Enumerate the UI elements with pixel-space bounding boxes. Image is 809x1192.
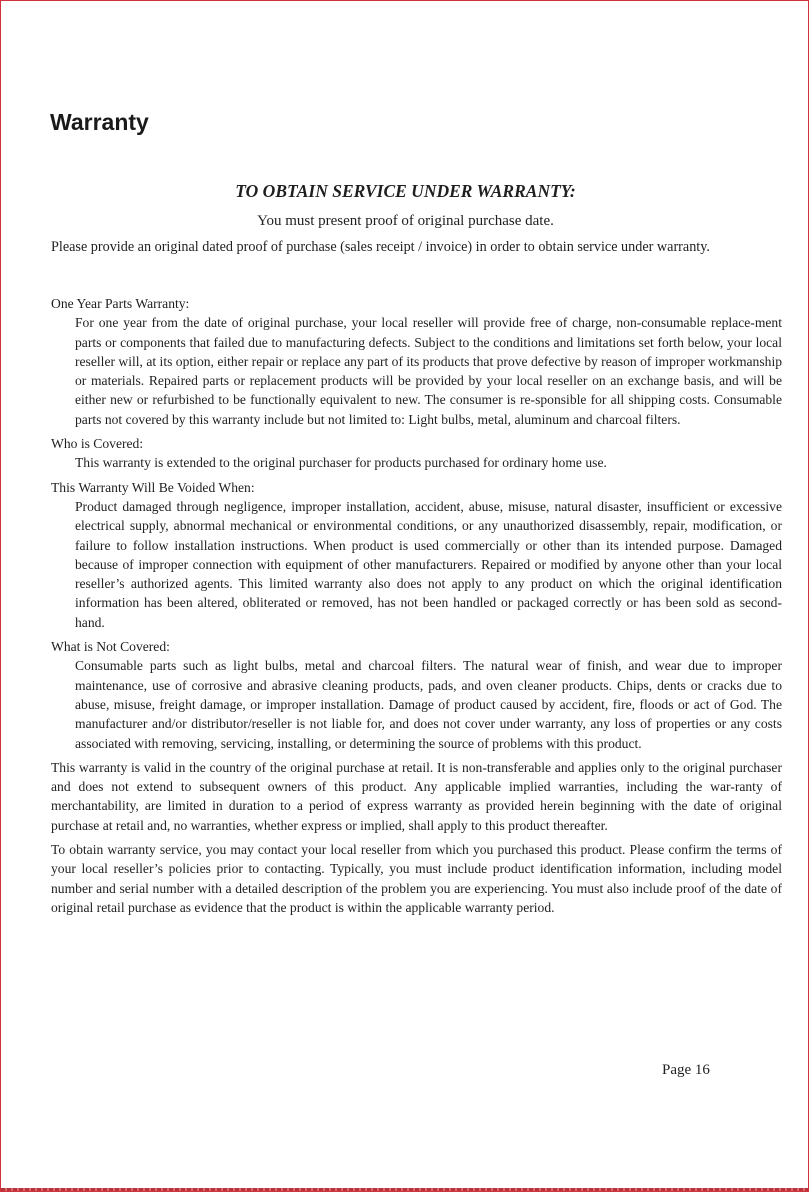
section-who-is-covered [51,434,782,473]
service-instruction: Please provide an original dated proof of purchase (sales receipt / invoice) in order to obtain service under warranty. [51,239,710,255]
section-body: For one year from the date of original purchase, your local reseller will provide free of charge, non-consumable replace-ment parts or components that failed due to manufacturing defects. Subject to the conditions and limitations set forth below, your local reseller will, at its option, either repair or replace any part of its products that prove defective by reason of improper workmanship or materials. Repaired parts or replacement products will be provided by your local reseller on an exchange basis, and will be either new or refurbished to be functionally equivalent to new. The consumer is re-sponsible for all shipping costs. Consumable parts not covered by this warranty include but not limited to: Light bulbs, metal, aluminum and charcoal filters. [75,315,783,427]
section-body: Product damaged through negligence, improper installation, accident, abuse, misuse, natural disaster, insufficient or excessive electrical supply, abnormal mechanical or environmental conditions, or any unauthorized disassembly, repair, modification, or failure to follow installation instructions. When product is used commercially or other than its intended purpose. Damaged because of improper connection with equipment of other manufacturers. Repaired or modified by anyone other than your local reseller’s authorized agents. This limited warranty also does not apply to any product on which the original identification information has been altered, obliterated or removed, has not been handled or packaged correctly or has been sold as second-hand. [75,498,782,630]
section-heading: What is Not Covered: [51,639,170,655]
section-heading: One Year Parts Warranty: [51,296,190,311]
section-body: This warranty is extended to the original purchaser for products purchased for ordinary home use. [75,455,607,471]
warranty-content [51,294,782,922]
service-subheading: You must present proof of original purchase date. [257,213,554,229]
page-number: Page 16 [662,1062,710,1078]
section-body: Consumable parts such as light bulbs, metal and charcoal filters. The natural wear of finish, and wear due to improper maintenance, use of corrosive and abrasive cleaning products, pads, and oven cleaner products. Chips, dents or cracks due to abuse, misuse, freight damage, or improper installation. Damage of product caused by accident, fire, floods or act of God. The manufacturer and/or distributor/reseller is not liable for, and does not cover under warranty, any loss of properties or any costs associated with removing, servicing, installing, or determining the source of problems with this product. [75,658,782,751]
section-one-year-parts [51,294,782,429]
section-heading: Who is Covered: [51,436,144,452]
page-title: Warranty [50,109,149,135]
page-bottom-edge [1,1188,808,1191]
service-paragraph: To obtain warranty service, you may contact your local reseller from which you purchased this product. Please confirm the terms of your local reseller’s policies prior to contacting. Typically, you must include product identification information, including model number and serial number with a detailed description of the problem you are experiencing. You must also include proof of the date of original retail purchase as evidence that the product is within the applicable warranty period. [51,842,782,915]
section-heading: This Warranty Will Be Voided When: [51,479,255,495]
section-not-covered [51,637,782,753]
service-heading: TO OBTAIN SERVICE UNDER WARRANTY: [235,181,576,201]
section-warranty-voided [51,478,782,632]
validity-paragraph: This warranty is valid in the country of the original purchase at retail. It is non-transferable and applies only to the original purchaser and does not extend to subsequent owners of this product. Any applicable implied warranties, including the war-ranty of merchantability, are limited in duration to a period of express warranty as provided herein beginning with the date of original purchase at retail and, no warranties, whether express or implied, shall apply to this product thereafter. [51,759,782,833]
